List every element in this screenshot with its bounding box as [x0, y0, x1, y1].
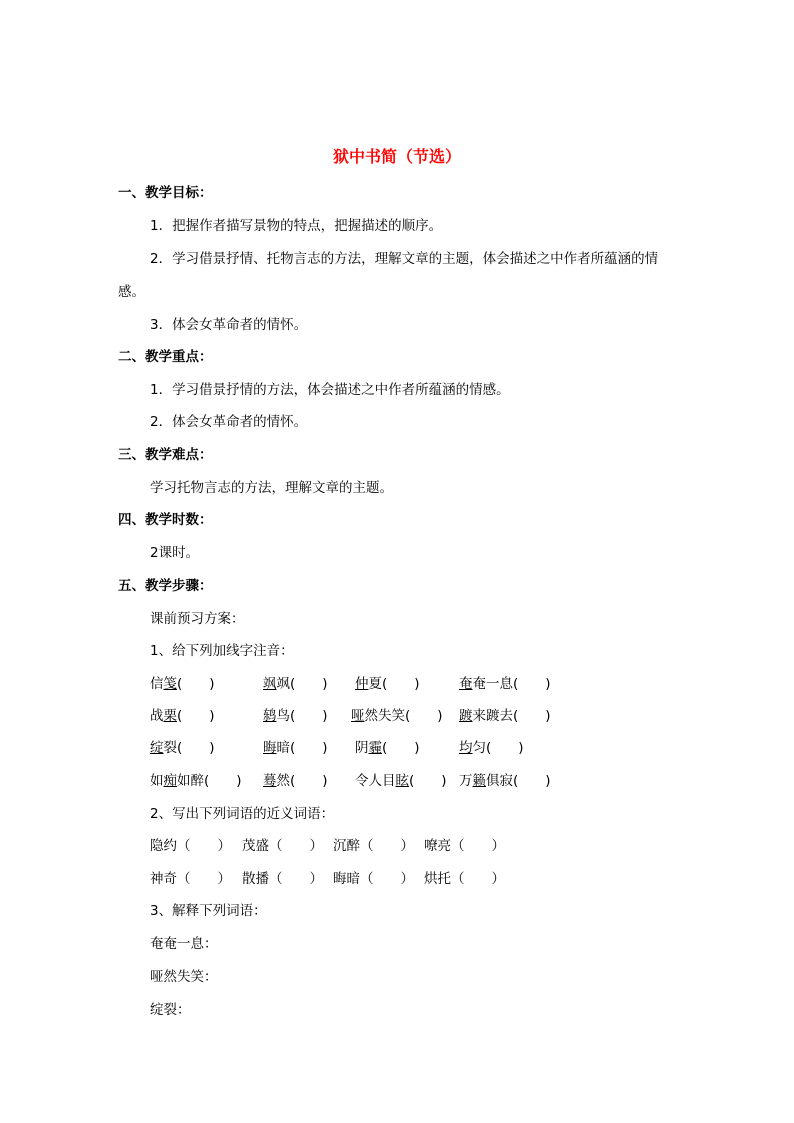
- goal-item-2-continued: 感。: [118, 284, 145, 300]
- question-3: 3、解释下列词语：: [150, 903, 267, 919]
- pinyin-item: 蓦然( ): [263, 773, 328, 789]
- synonym-item: 茂盛（ ）: [242, 838, 323, 854]
- pinyin-item: 飒飒( ): [263, 676, 328, 692]
- explain-item-2: 哑然失笑：: [150, 969, 218, 985]
- pinyin-item: 均匀( ): [459, 740, 524, 756]
- synonym-item: 沉醉（ ）: [333, 838, 414, 854]
- section-heading-steps: 五、教学步骤：: [118, 578, 213, 594]
- document-title: 狱中书简（节选）: [332, 147, 461, 166]
- preview-title: 课前预习方案：: [150, 611, 245, 627]
- question-1: 1、给下列加线字注音：: [150, 643, 294, 659]
- key-point-item-2: 2．体会女革命者的情怀。: [150, 414, 308, 430]
- question-2: 2、写出下列词语的近义词语：: [150, 806, 335, 822]
- key-point-item-1: 1．学习借景抒情的方法，体会描述之中作者所蕴涵的情感。: [150, 382, 510, 398]
- pinyin-item: 哑然失笑( ): [351, 708, 443, 724]
- hours-text: 2课时。: [150, 545, 200, 561]
- pinyin-item: 万籁俱寂( ): [459, 773, 551, 789]
- section-heading-goals: 一、教学目标：: [118, 185, 213, 201]
- synonym-item: 烘托（ ）: [424, 871, 505, 887]
- synonym-item: 晦暗（ ）: [333, 871, 414, 887]
- pinyin-item: 仲夏( ): [355, 676, 420, 692]
- goal-item-3: 3．体会女革命者的情怀。: [150, 317, 308, 333]
- synonym-item: 神奇（ ）: [150, 871, 231, 887]
- difficulty-text: 学习托物言志的方法，理解文章的主题。: [150, 480, 393, 496]
- explain-item-3: 绽裂：: [150, 1002, 191, 1018]
- section-heading-difficulties: 三、教学难点：: [118, 447, 213, 463]
- pinyin-item: 战栗( ): [150, 708, 215, 724]
- pinyin-item: 阴霾( ): [355, 740, 420, 756]
- pinyin-item: 信笺( ): [150, 676, 215, 692]
- synonym-item: 散播（ ）: [242, 871, 323, 887]
- pinyin-item: 踱来踱去( ): [459, 708, 551, 724]
- goal-item-1: 1．把握作者描写景物的特点，把握描述的顺序。: [150, 218, 443, 234]
- pinyin-item: 绽裂( ): [150, 740, 215, 756]
- synonym-item: 隐约（ ）: [150, 838, 231, 854]
- pinyin-item: 令人目眩( ): [355, 773, 447, 789]
- section-heading-hours: 四、教学时数：: [118, 512, 213, 528]
- goal-item-2: 2．学习借景抒情、托物言志的方法，理解文章的主题，体会描述之中作者所蕴涵的情: [150, 251, 659, 267]
- pinyin-item: 如痴如醉( ): [150, 773, 242, 789]
- synonym-item: 嘹亮（ ）: [424, 838, 505, 854]
- pinyin-item: 晦暗( ): [263, 740, 328, 756]
- explain-item-1: 奄奄一息：: [150, 936, 218, 952]
- pinyin-item: 奄奄一息( ): [459, 676, 551, 692]
- pinyin-item: 鸫鸟( ): [263, 708, 328, 724]
- section-heading-key-points: 二、教学重点：: [118, 349, 213, 365]
